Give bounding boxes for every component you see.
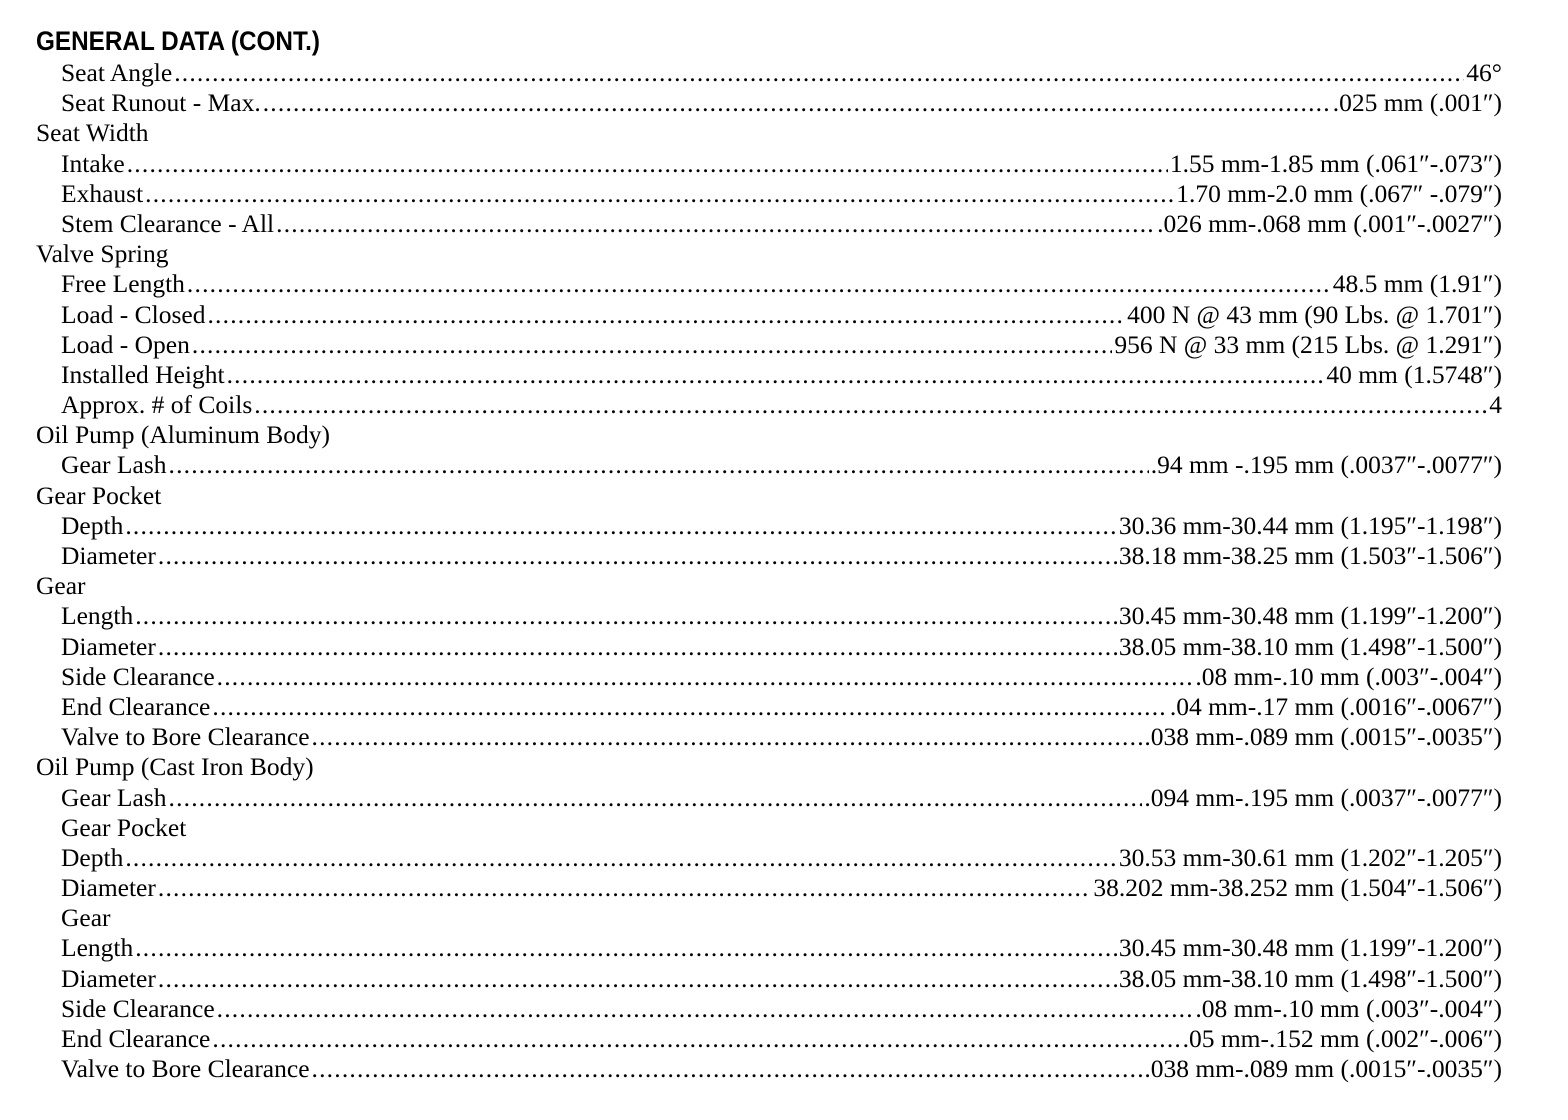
spec-label: Exhaust: [61, 178, 144, 208]
spec-row: [36, 1054, 1502, 1084]
spec-row: [36, 541, 1502, 571]
dot-leader: [312, 722, 1143, 752]
spec-row: [36, 390, 1502, 420]
dot-leader: [158, 541, 1117, 571]
spec-label: Load - Open: [61, 329, 190, 359]
spec-row: [36, 1024, 1502, 1054]
section-heading: GENERAL DATA (CONT.): [36, 26, 320, 56]
spec-value: 30.45 mm-30.48 mm (1.199″-1.200″): [1118, 601, 1502, 631]
dot-leader: [227, 360, 1325, 390]
spec-group-heading: [36, 118, 1502, 148]
dot-leader: [254, 390, 1487, 420]
spec-label: Gear Lash: [61, 782, 167, 812]
spec-label: Gear Pocket: [36, 480, 162, 510]
spec-row: [36, 722, 1502, 752]
spec-value: .08 mm-.10 mm (.003″-.004″): [1195, 661, 1502, 691]
spec-label: Gear Pocket: [61, 812, 187, 842]
spec-row: [36, 330, 1502, 360]
spec-row: [36, 269, 1502, 299]
dot-leader: [207, 300, 1125, 330]
spec-label: Diameter: [61, 963, 156, 993]
spec-row: [36, 149, 1502, 179]
dot-leader: [192, 330, 1112, 360]
dot-leader: [169, 783, 1143, 813]
spec-value: 46°: [1466, 58, 1502, 87]
spec-row: [36, 601, 1502, 631]
spec-row: [36, 58, 1502, 88]
spec-row: [36, 632, 1502, 662]
spec-label: Diameter: [61, 541, 156, 570]
spec-row: [36, 692, 1502, 722]
spec-value: 40 mm (1.5748″): [1326, 359, 1502, 389]
spec-value: 38.18 mm-38.25 mm (1.503″-1.506″): [1118, 541, 1502, 570]
spec-label: Gear: [61, 903, 111, 933]
spec-row: [36, 360, 1502, 390]
spec-value: .04 mm-.17 mm (.0016″-.0067″): [1169, 691, 1502, 721]
dot-leader: [212, 692, 1167, 722]
spec-label: Load - Closed: [61, 299, 206, 329]
spec-value: .038 mm-.089 mm (.0015″-.0035″): [1144, 1054, 1502, 1084]
spec-row: [36, 994, 1502, 1024]
spec-label: Length: [61, 933, 134, 963]
dot-leader: [312, 1054, 1143, 1084]
spec-label: Oil Pump (Cast Iron Body): [36, 752, 314, 782]
spec-value: 30.53 mm-30.61 mm (1.202″-1.205″): [1118, 842, 1502, 872]
spec-label: Installed Height: [61, 359, 225, 389]
spec-label: Stem Clearance - All: [61, 208, 275, 238]
spec-group-heading: [36, 420, 1502, 450]
spec-group-heading: [36, 481, 1502, 511]
spec-label: Free Length: [61, 269, 185, 299]
spec-label: Valve to Bore Clearance: [61, 722, 310, 752]
spec-label: Side Clearance: [61, 993, 215, 1023]
spec-label: End Clearance: [61, 1024, 211, 1053]
spec-label: Diameter: [61, 631, 156, 661]
spec-row: [36, 933, 1502, 963]
spec-row: [36, 662, 1502, 692]
spec-value: 38.05 mm-38.10 mm (1.498″-1.500″): [1118, 631, 1502, 661]
spec-row: [36, 843, 1502, 873]
spec-label: Approx. # of Coils: [61, 390, 253, 420]
dot-leader: [174, 58, 1464, 88]
spec-sheet: [36, 24, 1502, 1084]
dot-leader: [217, 662, 1194, 692]
spec-label: Seat Runout - Max.: [61, 88, 261, 118]
spec-group-heading: [36, 813, 1502, 843]
spec-row: [36, 873, 1502, 903]
spec-value: 400 N @ 43 mm (90 Lbs. @ 1.701″): [1127, 299, 1502, 329]
spec-label: Seat Angle: [61, 58, 173, 87]
spec-row: [36, 783, 1502, 813]
spec-value: .08 mm-.10 mm (.003″-.004″): [1195, 993, 1502, 1023]
dot-leader: [276, 209, 1155, 239]
spec-group-heading: [36, 571, 1502, 601]
dot-leader: [125, 843, 1116, 873]
dot-leader: [263, 88, 1331, 118]
spec-label: Valve Spring: [36, 239, 169, 269]
spec-row: [36, 450, 1502, 480]
spec-label: End Clearance: [61, 691, 211, 721]
spec-value: 30.45 mm-30.48 mm (1.199″-1.200″): [1118, 933, 1502, 963]
spec-value: .026 mm-.068 mm (.001″-.0027″): [1157, 208, 1502, 238]
dot-leader: [217, 994, 1194, 1024]
dot-leader: [158, 873, 1091, 903]
spec-label: Length: [61, 601, 134, 631]
spec-label: Valve to Bore Clearance: [61, 1054, 310, 1084]
spec-value: .05 mm-.152 mm (.002″-.006″): [1182, 1024, 1502, 1053]
spec-row: [36, 964, 1502, 994]
dot-leader: [187, 269, 1331, 299]
spec-group-heading: [36, 752, 1502, 782]
dot-leader: [145, 179, 1174, 209]
spec-group-heading: [36, 903, 1502, 933]
spec-value: 38.05 mm-38.10 mm (1.498″-1.500″): [1118, 963, 1502, 993]
spec-value: 956 N @ 33 mm (215 Lbs. @ 1.291″): [1114, 329, 1502, 359]
spec-label: Side Clearance: [61, 661, 215, 691]
dot-leader: [135, 601, 1117, 631]
spec-label: Gear Lash: [61, 450, 167, 480]
spec-row: [36, 88, 1502, 118]
spec-row: [36, 300, 1502, 330]
spec-label: Depth: [61, 842, 124, 872]
dot-leader: [158, 632, 1117, 662]
spec-label: Seat Width: [36, 118, 149, 148]
dot-leader: [169, 450, 1149, 480]
spec-label: Gear: [36, 571, 86, 601]
spec-value: 38.202 mm-38.252 mm (1.504″-1.506″): [1093, 873, 1502, 903]
spec-label: Intake: [61, 148, 125, 178]
spec-row: [36, 179, 1502, 209]
dot-leader: [212, 1024, 1180, 1054]
spec-value: .094 mm-.195 mm (.0037″-.0077″): [1144, 782, 1502, 812]
spec-value: 1.70 mm-2.0 mm (.067″ -.079″): [1176, 178, 1502, 208]
spec-label: Depth: [61, 510, 124, 540]
dot-leader: [127, 149, 1168, 179]
spec-value: .038 mm-.089 mm (.0015″-.0035″): [1144, 722, 1502, 752]
dot-leader: [158, 964, 1117, 994]
spec-value: .94 mm -.195 mm (.0037″-.0077″): [1150, 450, 1502, 480]
spec-value: 4: [1489, 390, 1502, 420]
spec-value: 1.55 mm-1.85 mm (.061″-.073″): [1169, 148, 1502, 178]
spec-value: .025 mm (.001″): [1332, 88, 1502, 118]
spec-list: [36, 58, 1502, 1084]
spec-value: 48.5 mm (1.91″): [1332, 269, 1502, 299]
spec-group-heading: [36, 239, 1502, 269]
dot-leader: [135, 933, 1117, 963]
dot-leader: [125, 511, 1116, 541]
spec-row: [36, 511, 1502, 541]
spec-label: Oil Pump (Aluminum Body): [36, 420, 330, 450]
spec-value: 30.36 mm-30.44 mm (1.195″-1.198″): [1118, 510, 1502, 540]
spec-label: Diameter: [61, 873, 156, 903]
spec-row: [36, 209, 1502, 239]
